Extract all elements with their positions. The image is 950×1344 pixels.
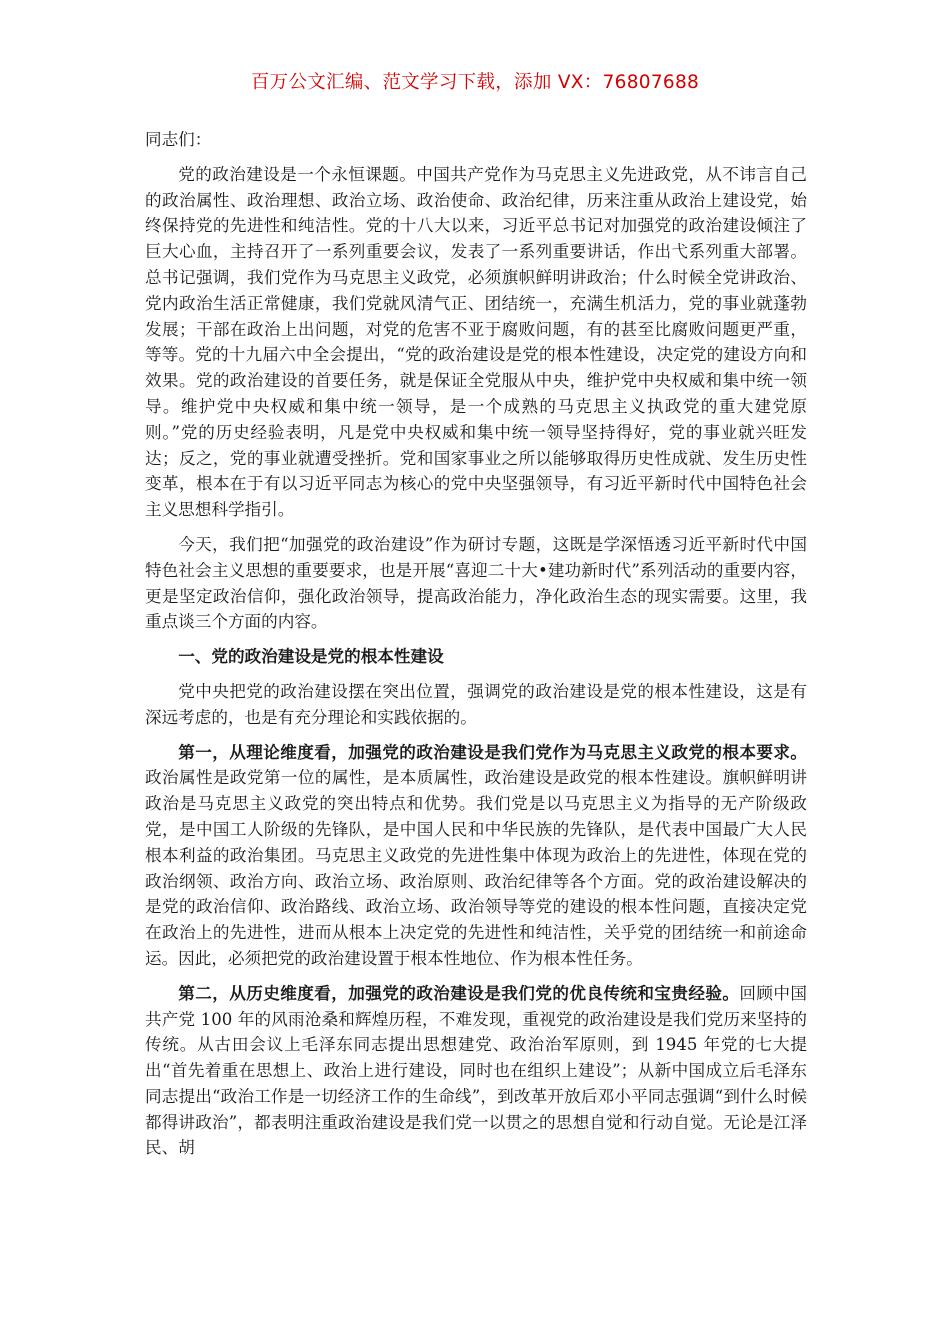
point-2-lead: 第二，从历史维度看，加强党的政治建设是我们党的优良传统和宝贵经验。: [178, 982, 740, 1003]
paragraph-topic: 今天，我们把“加强党的政治建设”作为研讨专题，这既是学深悟透习近平新时代中国特色社会主义思想的重要要求，也是开展“喜迎二十大•建功新时代”系列活动的重要内容，更是坚定政治信仰，强化政治领导，提高政治能力，净化政治生态的现实需要。这里，我重点谈三个方面的内容。: [145, 534, 807, 632]
document-body: [145, 127, 807, 1170]
point-2-body: 回顾中国共产党 100 年的风雨沧桑和辉煌历程，不难发现，重视党的政治建设是我们党历来坚持的传统。从古田会议上毛泽东同志提出思想建党、政治治军原则，到 1945 年党的七大提出“首先着重在思想上、政治上进行建设，同时也在组织上建设”；从新中国成立后毛泽东同志提出“政治工作是一切经济工作的生命线”，到改革开放后邓小平同志强调“到什么时候都得讲政治”，都表明注重政治建设是我们党一以贯之的思想自觉和行动自觉。无论是江泽民、胡: [145, 983, 808, 1158]
point-1-lead: 第一，从理论维度看，加强党的政治建设是我们党作为马克思主义政党的根本要求。: [178, 741, 807, 762]
salutation: 同志们：: [145, 130, 212, 149]
section-heading-1: 一、党的政治建设是党的根本性建设: [178, 646, 444, 667]
paragraph-point-2: [145, 981, 807, 1162]
paragraph-section-intro: 党中央把党的政治建设摆在突出位置，强调党的政治建设是党的根本性建设，这是有深远考虑的，也是有充分理论和实践依据的。: [145, 681, 807, 727]
point-1-body: 政治属性是政党第一位的属性，是本质属性，政治建设是政党的根本性建设。旗帜鲜明讲政治是马克思主义政党的突出特点和优势。我们党是以马克思主义为指导的无产阶级政党，是中国工人阶级的先锋队，是中国人民和中华民族的先锋队，是代表中国最广大人民根本利益的政治集团。马克思主义政党的先进性集中体现为政治上的先进性，体现在党的政治纲领、政治方向、政治立场、政治原则、政治纪律等各个方面。党的政治建设解决的是党的政治信仰、政治路线、政治立场、政治领导等党的建设的根本性问题，直接决定党在政治上的先进性，进而从根本上决定党的先进性和纯洁性，关乎党的团结统一和前途命运。因此，必须把党的政治建设置于根本性地位、作为根本性任务。: [145, 768, 807, 968]
download-banner: 百万公文汇编、范文学习下载，添加 VX：76807688: [250, 72, 700, 93]
paragraph-point-1: [145, 740, 807, 972]
paragraph-intro: 党的政治建设是一个永恒课题。中国共产党作为马克思主义先进政党，从不讳言自己的政治属性、政治理想、政治立场、政治使命、政治纪律，历来注重从政治上建设党，始终保持党的先进性和纯洁性。党的十八大以来，习近平总书记对加强党的政治建设倾注了巨大心血，主持召开了一系列重要会议，发表了一系列重要讲话，作出弋系列重大部署。总书记强调，我们党作为马克思主义政党，必须旗帜鲜明讲政治；什么时候全党讲政治、党内政治生活正常健康，我们党就风清气正、团结统一，充满生机活力，党的事业就蓬勃发展；干部在政治上出问题，对党的危害不亚于腐败问题，有的甚至比腐败问题更严重，等等。党的十九届六中全会提出，“党的政治建设是党的根本性建设，决定党的建设方向和效果。党的政治建设的首要任务，就是保证全党服从中央，维护党中央权威和集中统一领导。维护党中央权威和集中统一领导，是一个成熟的马克思主义执政党的重大建党原则。”党的历史经验表明，凡是党中央权威和集中统一领导坚持得好，党的事业就兴旺发达；反之，党的事业就遭受挫折。党和国家事业之所以能够取得历史性成就、发生历史性变革，根本在于有以习近平同志为核心的党中央坚强领导，有习近平新时代中国特色社会主义思想科学指引。: [145, 164, 807, 520]
